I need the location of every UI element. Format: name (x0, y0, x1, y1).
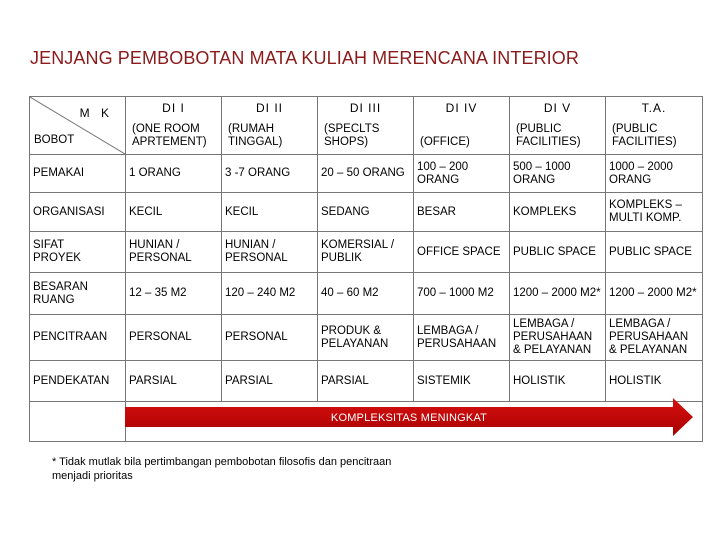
column-code: DI II (255, 101, 283, 115)
weighting-table (29, 96, 703, 442)
column-code: DI V (543, 101, 572, 115)
column-code: DI IV (445, 101, 478, 115)
table-cell: HUNIAN / PERSONAL (126, 232, 222, 273)
row-label: SIFAT PROYEK (30, 232, 126, 273)
page-title: JENJANG PEMBOBOTAN MATA KULIAH MERENCANA INTERIOR (30, 48, 579, 68)
column-header-di3 (318, 97, 414, 155)
table-cell: PUBLIC SPACE (606, 232, 703, 273)
column-subtitle: (ONE ROOM APRTEMENT) (132, 123, 207, 148)
table-row-besaran-ruang (30, 273, 703, 315)
table-cell: PERSONAL (222, 315, 318, 361)
bobot-label: BOBOT (34, 134, 75, 146)
table-cell: 1200 – 2000 M2* (510, 273, 606, 315)
column-code: DI III (349, 101, 382, 115)
table-cell: 12 – 35 M2 (126, 273, 222, 315)
table-cell: PUBLIC SPACE (510, 232, 606, 273)
column-code: T.A. (641, 101, 667, 115)
column-code: DI I (162, 101, 185, 115)
table-row-sifat-proyek (30, 232, 703, 273)
row-label: PENDEKATAN (30, 361, 126, 402)
arrow-label: KOMPLEKSITAS MENINGKAT (330, 412, 488, 424)
column-subtitle: (PUBLIC FACILITIES) (612, 123, 677, 148)
table-row-pemakai (30, 155, 703, 193)
empty-cell (30, 402, 126, 442)
column-subtitle: (PUBLIC FACILITIES) (516, 123, 581, 148)
table-cell: HOLISTIK (510, 361, 606, 402)
table-cell: PERSONAL (126, 315, 222, 361)
table-row-pendekatan (30, 361, 703, 402)
table-cell: 20 – 50 ORANG (318, 155, 414, 193)
table-cell: 120 – 240 M2 (222, 273, 318, 315)
column-subtitle: (RUMAH TINGGAL) (228, 123, 283, 148)
row-label: PEMAKAI (30, 155, 126, 193)
table-cell: PARSIAL (318, 361, 414, 402)
table-cell: 3 -7 ORANG (222, 155, 318, 193)
table-cell: PARSIAL (222, 361, 318, 402)
column-subtitle: (OFFICE) (420, 136, 470, 148)
table-cell: 1000 – 2000 ORANG (606, 155, 703, 193)
table-cell: KECIL (222, 193, 318, 232)
row-label: BESARAN RUANG (30, 273, 126, 315)
table-cell: HOLISTIK (606, 361, 703, 402)
table-cell: KOMERSIAL / PUBLIK (318, 232, 414, 273)
row-label: PENCITRAAN (30, 315, 126, 361)
table-cell: SEDANG (318, 193, 414, 232)
table-cell: 100 – 200 ORANG (414, 155, 510, 193)
table-cell: 1 ORANG (126, 155, 222, 193)
column-header-ta (606, 97, 703, 155)
table-cell: 40 – 60 M2 (318, 273, 414, 315)
column-header-di1 (126, 97, 222, 155)
column-header-di2 (222, 97, 318, 155)
table-cell: 700 – 1000 M2 (414, 273, 510, 315)
table-cell: 1200 – 2000 M2* (606, 273, 703, 315)
complexity-arrow (125, 398, 693, 436)
table-cell: PARSIAL (126, 361, 222, 402)
column-header-di5 (510, 97, 606, 155)
column-header-di4 (414, 97, 510, 155)
table-cell: PRODUK & PELAYANAN (318, 315, 414, 361)
corner-header-cell (30, 97, 126, 155)
table-cell: KECIL (126, 193, 222, 232)
table-cell: BESAR (414, 193, 510, 232)
table-cell: KOMPLEKS (510, 193, 606, 232)
table-cell: 500 – 1000 ORANG (510, 155, 606, 193)
mk-label: M K (79, 106, 113, 120)
column-subtitle: (SPECLTS SHOPS) (324, 123, 380, 148)
table-cell: OFFICE SPACE (414, 232, 510, 273)
row-label: ORGANISASI (30, 193, 126, 232)
table-cell: LEMBAGA / PERUSAHAAN & PELAYANAN (606, 315, 703, 361)
table-row-organisasi (30, 193, 703, 232)
table-cell: KOMPLEKS – MULTI KOMP. (606, 193, 703, 232)
table-cell: SISTEMIK (414, 361, 510, 402)
table-cell: HUNIAN / PERSONAL (222, 232, 318, 273)
footnote: * Tidak mutlak bila pertimbangan pembobotan filosofis dan pencitraan menjadi prioritas (52, 456, 392, 482)
table-cell: LEMBAGA / PERUSAHAAN (414, 315, 510, 361)
table-cell: LEMBAGA / PERUSAHAAN & PELAYANAN (510, 315, 606, 361)
table-row-pencitraan (30, 315, 703, 361)
